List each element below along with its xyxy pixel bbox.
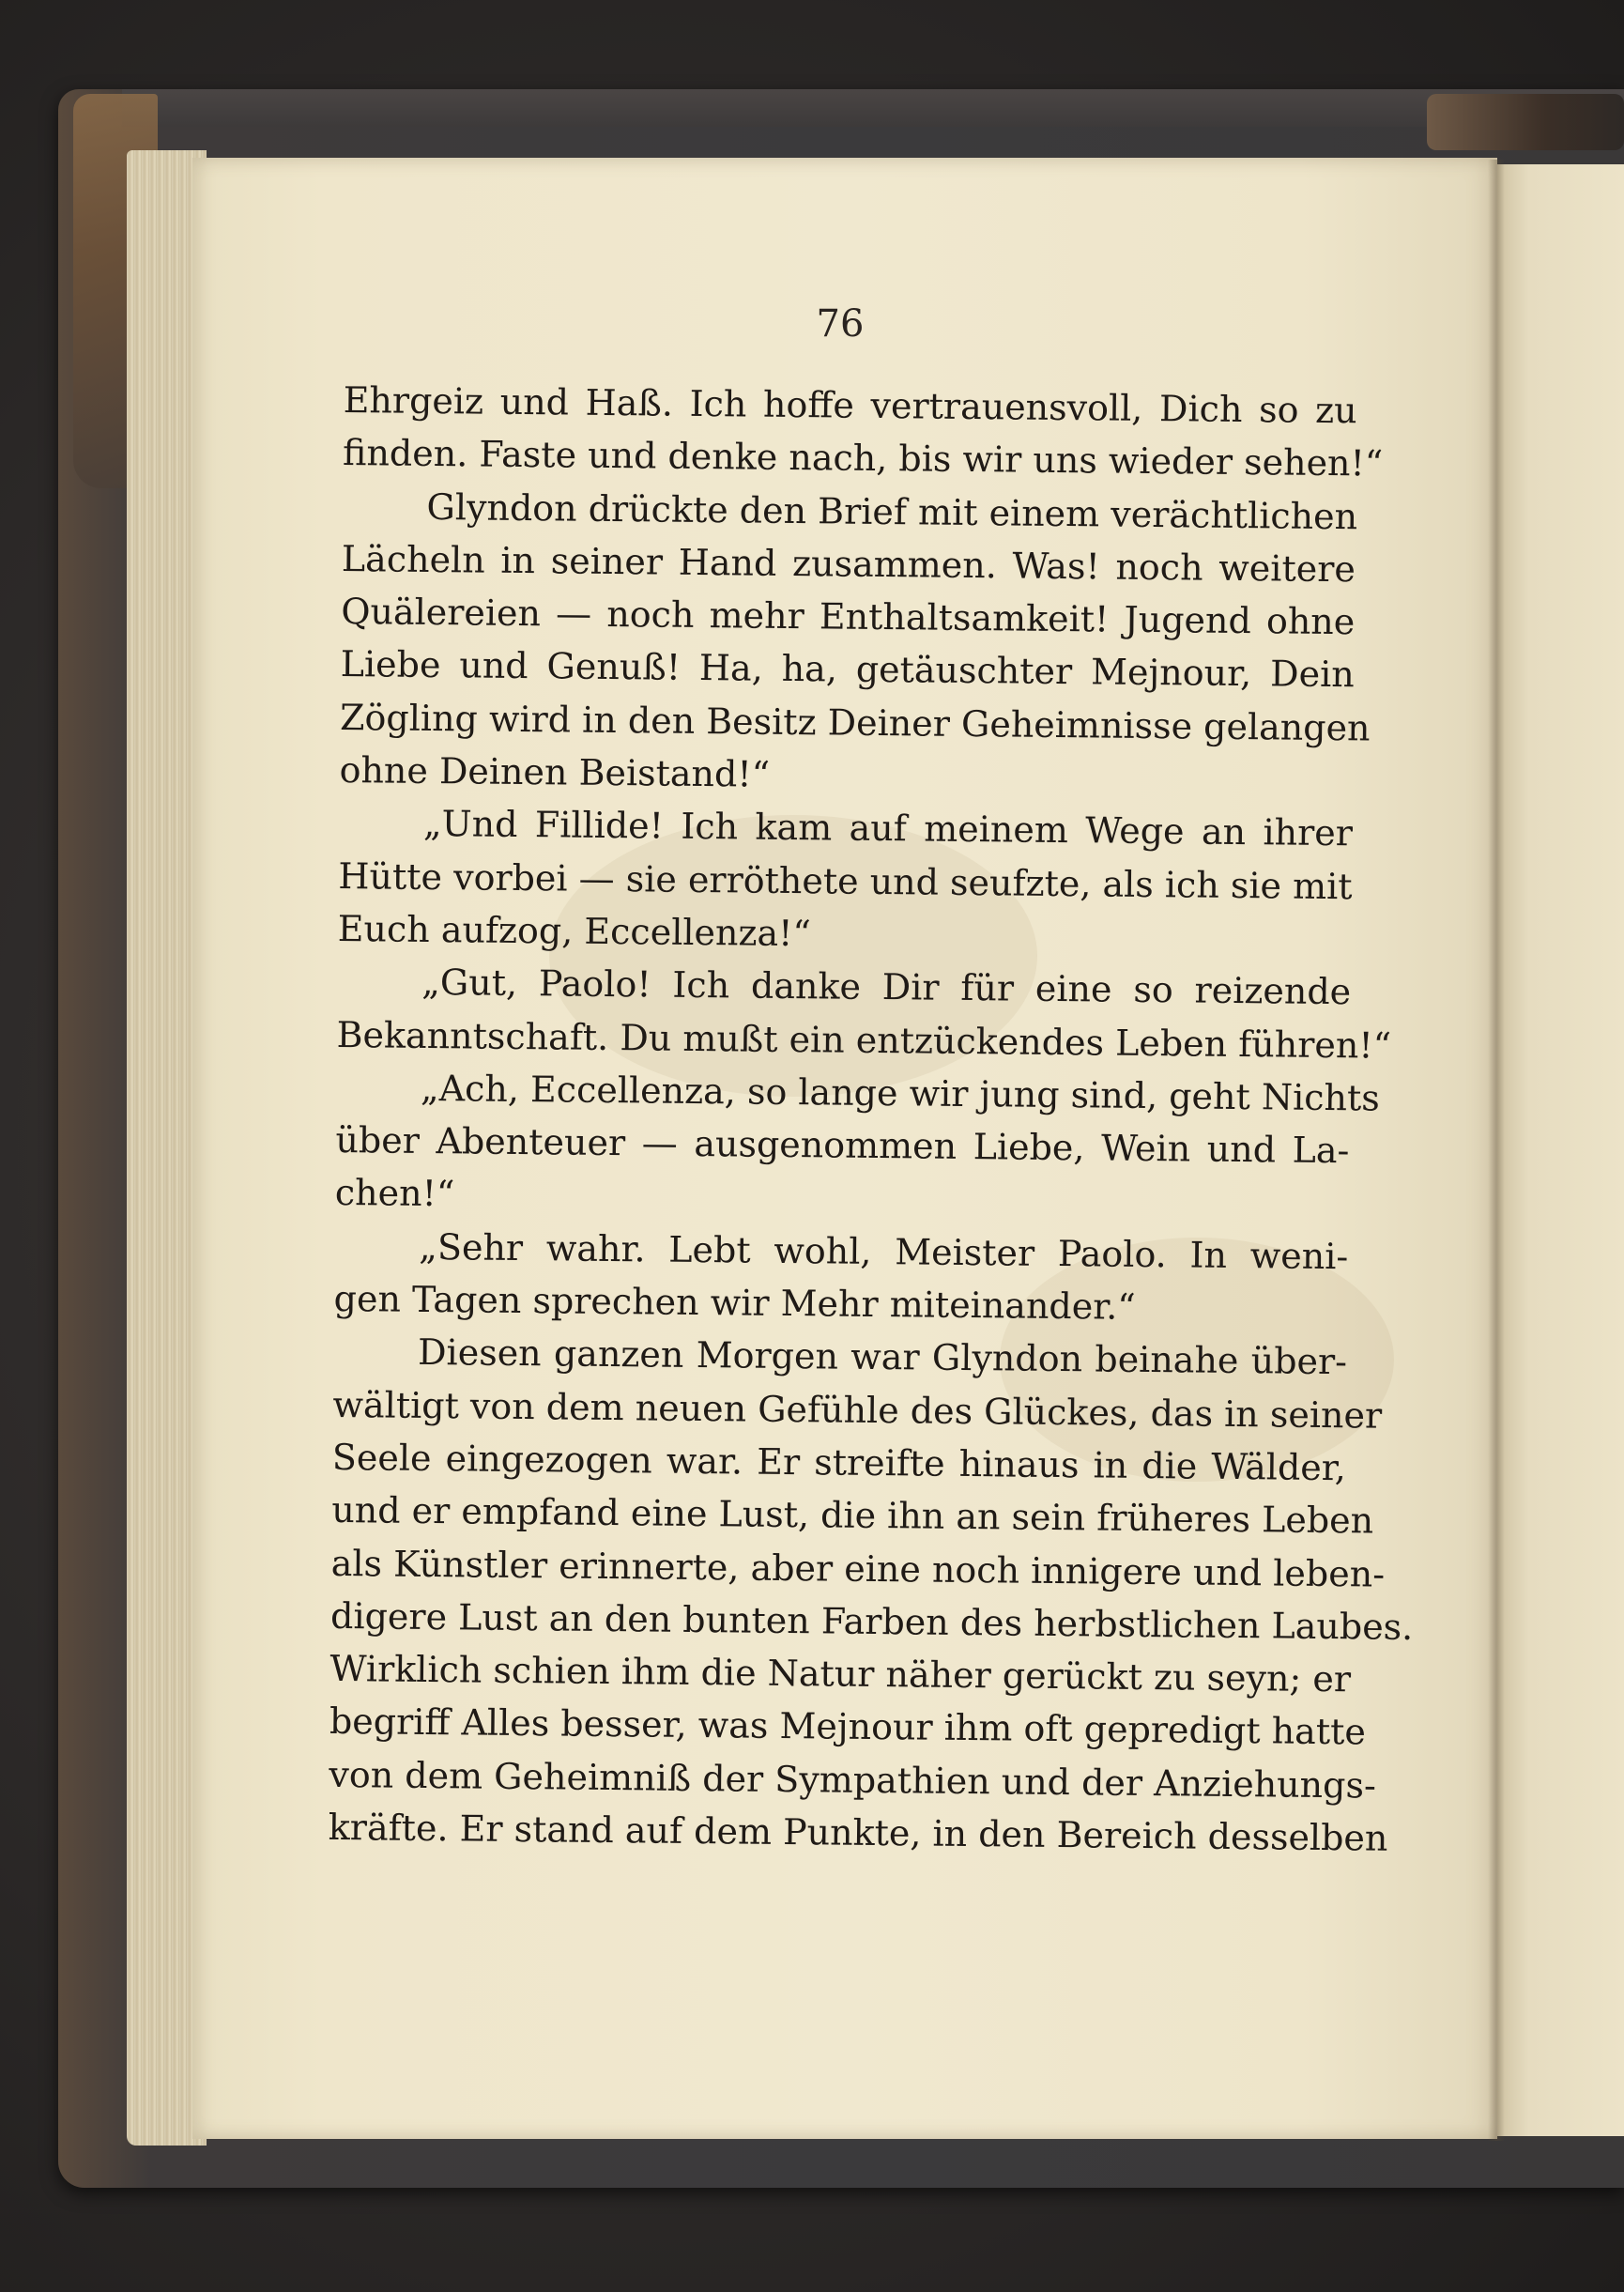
text-line: Liebe und Genuß! Ha, ha, getäuschter Mejnour, Dein	[340, 643, 1355, 696]
text-line: Seele eingezogen war. Er streifte hinaus in die Wälder,	[331, 1436, 1347, 1489]
page-number: 76	[816, 302, 865, 346]
text-line: Hütte vorbei — sie erröthete und seufzte, als ich sie mit	[338, 854, 1353, 907]
text-line: „Sehr wahr. Lebt wohl, Meister Paolo. In weni-	[419, 1225, 1349, 1278]
text-line: „Ach, Eccellenza, so lange wir jung sind, geht Nichts	[420, 1067, 1381, 1119]
text-line: Lächeln in seiner Hand zusammen. Was! noch weitere	[341, 537, 1356, 591]
text-line: begriff Alles besser, was Mejnour ihm oft gepredigt hatte	[329, 1700, 1367, 1753]
page-gutter-shadow	[1488, 160, 1505, 2141]
facing-page-edge	[1497, 164, 1624, 2136]
text-line: Glyndon drückte den Brief mit einem verächtlichen	[426, 485, 1358, 537]
text-line: kräfte. Er stand auf dem Punkte, in den Bereich desselben	[328, 1806, 1388, 1859]
text-line: von dem Geheimniß der Sympathien und der Anziehungs-	[329, 1753, 1377, 1807]
text-line: „Gut, Paolo! Ich danke Dir für eine so reizende	[421, 961, 1352, 1013]
text-line: und er empfand eine Lust, die ihn an sein früheres Leben	[331, 1489, 1374, 1542]
text-line: wältigt von dem neuen Gefühle des Glückes, das in seiner	[332, 1383, 1383, 1437]
text-line: ohne Deinen Beistand!“	[339, 749, 771, 795]
text-line: Diesen ganzen Morgen war Glyndon beinahe über-	[417, 1331, 1348, 1383]
text-line: chen!“	[334, 1172, 455, 1215]
text-line: Bekanntschaft. Du mußt ein entzückendes Leben führen!“	[336, 1013, 1392, 1067]
text-line: finden. Faste und denke nach, bis wir uns wieder sehen!“	[342, 432, 1384, 485]
text-line: Wirklich schien ihm die Natur näher gerückt zu seyn; er	[329, 1648, 1352, 1700]
text-line: als Künstler erinnerte, aber eine noch innigere und leben-	[330, 1542, 1386, 1595]
text-line: über Abenteuer — ausgenommen Liebe, Wein und La-	[335, 1119, 1350, 1172]
page-text	[328, 374, 1414, 1865]
text-line: Quälereien — noch mehr Enthaltsamkeit! Jugend ohne	[341, 591, 1356, 643]
text-line: „Und Fillide! Ich kam auf meinem Wege an ihrer	[422, 803, 1354, 854]
cover-top-edge	[122, 89, 1624, 127]
text-line: Zögling wird in den Besitz Deiner Geheimnisse gelangen	[339, 696, 1371, 749]
text-line: gen Tagen sprechen wir Mehr miteinander.“	[333, 1277, 1136, 1328]
text-line: digere Lust an den bunten Farben des herbstlichen Laubes.	[329, 1594, 1414, 1648]
torn-spine	[1427, 94, 1624, 150]
text-line: Ehrgeiz und Haß. Ich hoffe vertrauensvoll, Dich so zu	[343, 378, 1357, 432]
text-line: Euch aufzog, Eccellenza!“	[337, 907, 812, 955]
